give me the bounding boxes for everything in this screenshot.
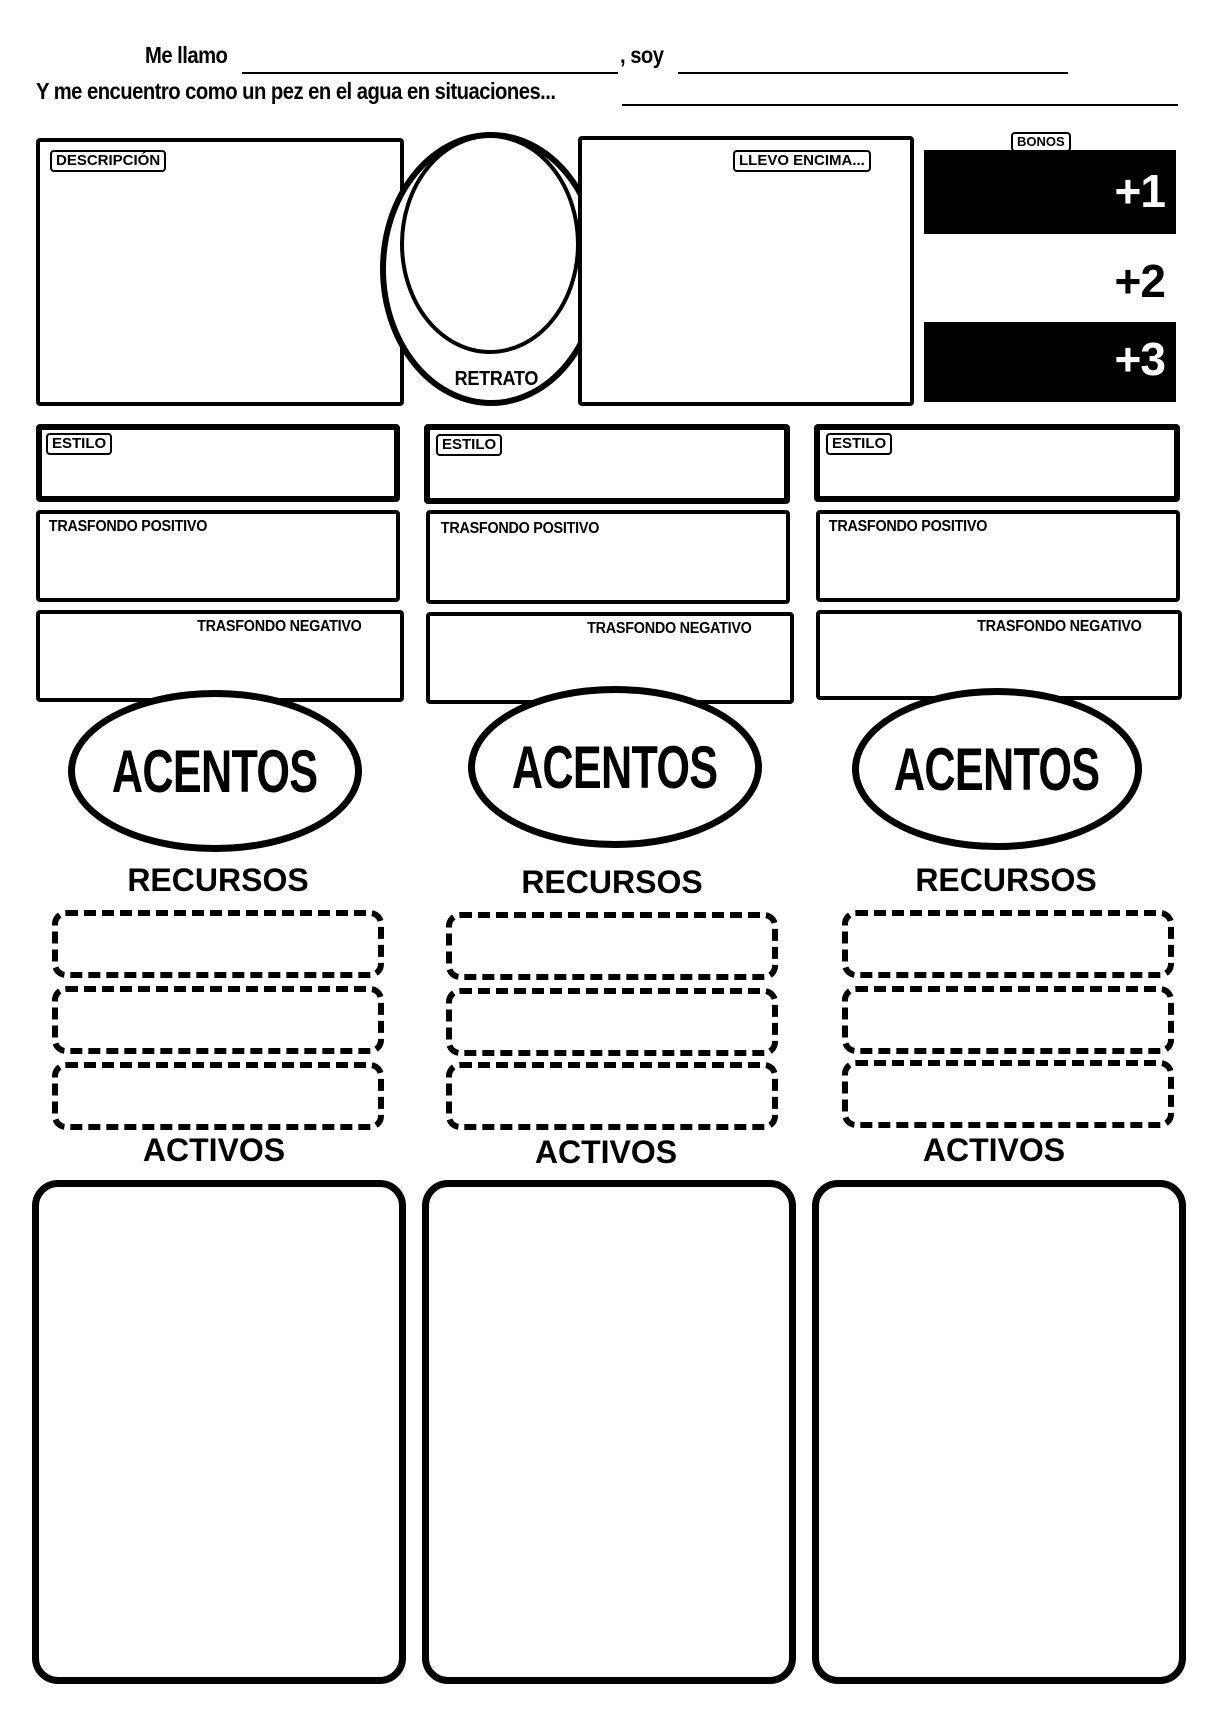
resource-slot-1-2[interactable]: [52, 986, 384, 1054]
resources-title-1: RECURSOS: [127, 862, 309, 898]
situations-line[interactable]: [622, 104, 1178, 106]
assets-title-1: ACTIVOS: [142, 1132, 286, 1168]
assets-box-2[interactable]: [422, 1180, 796, 1684]
positive-background-label-2: TRASFONDO POSITIVO: [440, 520, 600, 537]
accents-oval-1: [68, 690, 362, 852]
style-label-3: ESTILO: [826, 433, 892, 455]
name-prefix: Me llamo: [145, 42, 228, 68]
assets-title-2: ACTIVOS: [534, 1134, 678, 1170]
bonus-plus-1: +1: [1114, 165, 1165, 217]
accents-oval-2: [468, 686, 762, 848]
positive-background-label-1: TRASFONDO POSITIVO: [48, 518, 208, 535]
bonus-label: BONOS: [1011, 132, 1071, 152]
bonus-plus-2: +2: [1114, 255, 1165, 307]
resources-title-2: RECURSOS: [521, 864, 703, 900]
accents-oval-3: [852, 688, 1142, 850]
accents-label-1: ACENTOS: [112, 737, 318, 805]
role-prefix: , soy: [620, 42, 664, 68]
carry-box[interactable]: [578, 136, 914, 406]
role-line[interactable]: [678, 72, 1068, 74]
resource-slot-1-1[interactable]: [52, 910, 384, 978]
situations-prefix: Y me encuentro como un pez en el agua en situaciones...: [36, 78, 556, 104]
accents-label-3: ACENTOS: [894, 735, 1100, 803]
accents-label-2: ACENTOS: [512, 733, 718, 801]
description-label: DESCRIPCIÓN: [50, 150, 166, 172]
resource-slot-2-3[interactable]: [446, 1062, 778, 1130]
resource-slot-1-3[interactable]: [52, 1062, 384, 1130]
resource-slot-2-1[interactable]: [446, 912, 778, 980]
portrait-inner-oval: [402, 136, 578, 352]
portrait-label: RETRATO: [454, 368, 539, 390]
description-box[interactable]: [36, 138, 404, 406]
bonus-plus-3: +3: [1114, 333, 1165, 385]
carry-label: LLEVO ENCIMA...: [733, 150, 871, 172]
negative-background-label-2: TRASFONDO NEGATIVO: [587, 620, 752, 637]
assets-title-3: ACTIVOS: [922, 1132, 1066, 1168]
assets-box-1[interactable]: [32, 1180, 406, 1684]
name-line[interactable]: [242, 72, 618, 74]
negative-background-label-3: TRASFONDO NEGATIVO: [977, 618, 1142, 635]
resource-slot-3-2[interactable]: [842, 986, 1174, 1054]
resources-title-3: RECURSOS: [915, 862, 1097, 898]
resource-slot-3-1[interactable]: [842, 910, 1174, 978]
negative-background-label-1: TRASFONDO NEGATIVO: [197, 618, 362, 635]
positive-background-label-3: TRASFONDO POSITIVO: [828, 518, 988, 535]
assets-box-3[interactable]: [812, 1180, 1186, 1684]
style-label-1: ESTILO: [46, 433, 112, 455]
style-label-2: ESTILO: [436, 434, 502, 456]
resource-slot-3-3[interactable]: [842, 1060, 1174, 1128]
resource-slot-2-2[interactable]: [446, 988, 778, 1056]
